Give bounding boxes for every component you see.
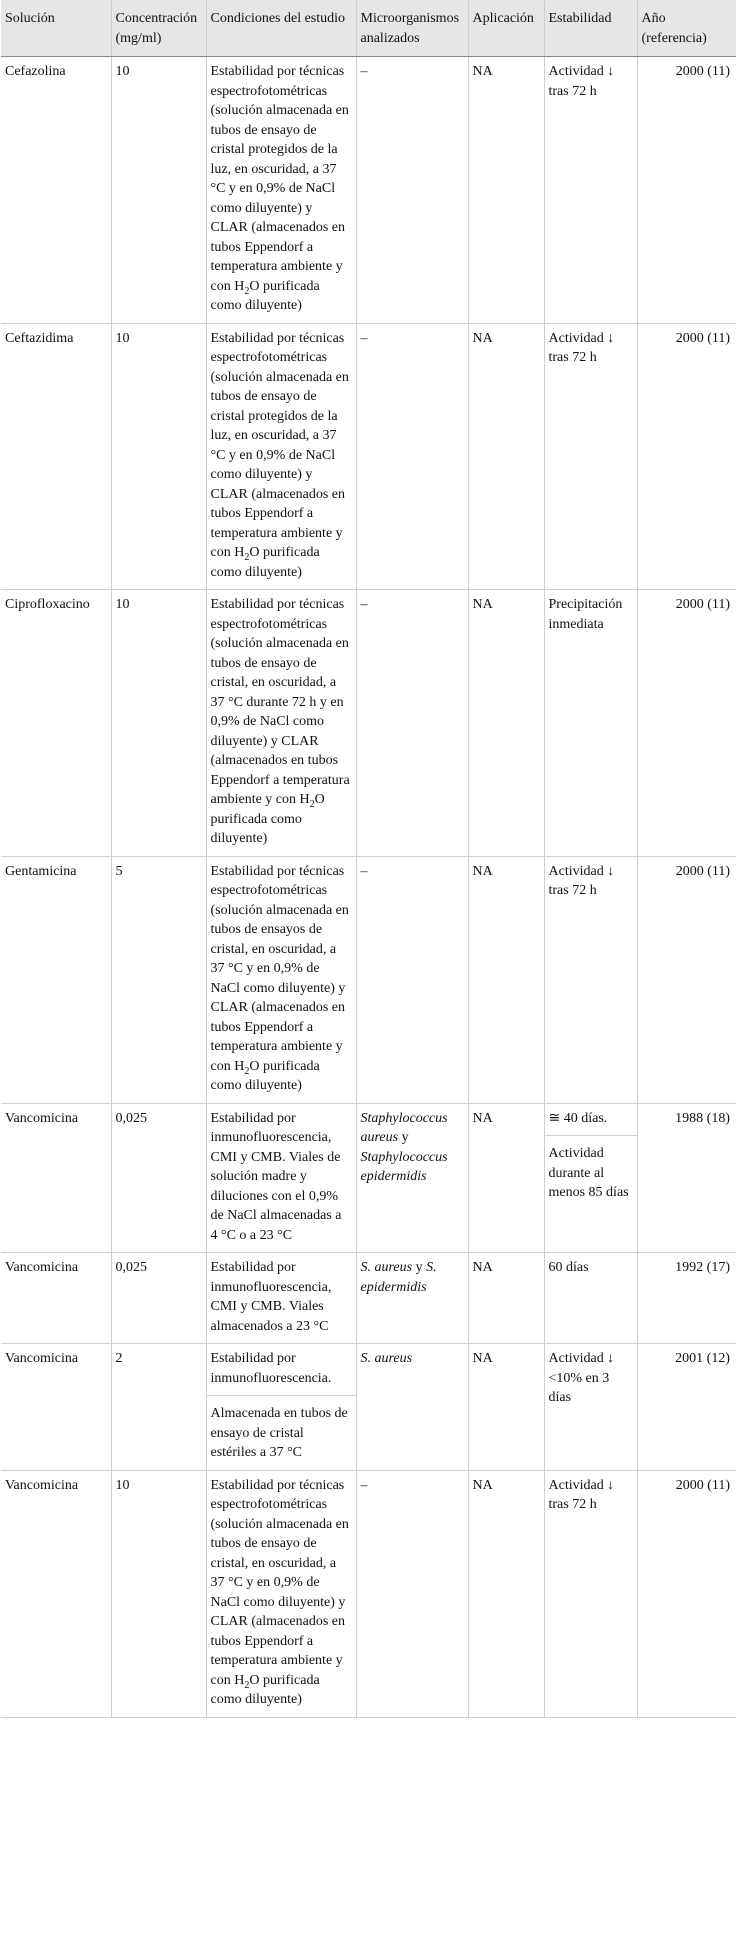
cond-text-end: O purificada como diluyente)	[210, 1058, 320, 1093]
cell-estabilidad: Actividad ↓ tras 72 h	[544, 856, 637, 1103]
cell-anio: 2000 (11)	[637, 323, 736, 590]
cell-microorganismos	[356, 1344, 468, 1471]
cell-condiciones	[206, 856, 356, 1103]
cell-concentracion: 10	[111, 1470, 206, 1717]
table-row	[1, 856, 736, 1103]
cell-concentracion: 10	[111, 590, 206, 857]
cell-solucion: Gentamicina	[1, 856, 111, 1103]
cell-estabilidad	[544, 1103, 637, 1253]
cell-condiciones	[206, 1344, 356, 1471]
header-aplicacion: Aplicación	[468, 0, 544, 57]
species-connector: y	[412, 1260, 427, 1275]
cell-solucion: Cefazolina	[1, 57, 111, 324]
cell-aplicacion: NA	[468, 1103, 544, 1253]
cell-microorganismos: –	[356, 1470, 468, 1717]
cell-aplicacion: NA	[468, 856, 544, 1103]
table-row	[1, 1344, 736, 1471]
cell-concentracion: 2	[111, 1344, 206, 1471]
stability-table	[1, 0, 736, 1718]
cell-condiciones: Estabilidad por inmunofluorescencia, CMI y CMB. Viales almacenados a 23 °C	[206, 1253, 356, 1344]
cell-concentracion: 0,025	[111, 1103, 206, 1253]
cell-concentracion: 5	[111, 856, 206, 1103]
subscript: 2	[244, 1679, 250, 1691]
subscript: 2	[244, 551, 250, 563]
species-name: S. aureus	[360, 1351, 413, 1366]
species-name: Staphylococcus aureus	[360, 1110, 448, 1145]
table-row	[1, 323, 736, 590]
cell-condiciones	[206, 57, 356, 324]
header-estabilidad: Estabilidad	[544, 0, 637, 57]
cond-text-end: O purificada como diluyente)	[210, 545, 320, 580]
header-anio: Año (referencia)	[637, 0, 736, 57]
cell-anio: 2000 (11)	[637, 590, 736, 857]
header-microorganismos: Microorganismos analizados	[356, 0, 468, 57]
cell-anio: 2001 (12)	[637, 1344, 736, 1471]
cell-anio: 1988 (18)	[637, 1103, 736, 1253]
cell-aplicacion: NA	[468, 57, 544, 324]
cell-aplicacion: NA	[468, 590, 544, 857]
cond-part-2: Almacenada en tubos de ensayo de cristal estériles a 37 °C	[207, 1395, 356, 1463]
header-solucion: Solución	[1, 0, 111, 57]
header-condiciones: Condiciones del estudio	[206, 0, 356, 57]
estab-part-2: Actividad durante al menos 85 días	[545, 1135, 637, 1203]
cell-anio: 1992 (17)	[637, 1253, 736, 1344]
table-row	[1, 1253, 736, 1344]
cell-solucion: Ciprofloxacino	[1, 590, 111, 857]
cond-text: Estabilidad por técnicas espectrofotométricas (solución almacenada en tubos de ensayo de cristal, en oscuridad, a 37 °C y en 0,9% de NaCl como diluyente) y CLAR (almacenados en tubos Eppendorf a temperatura ambiente y con H	[210, 1477, 349, 1688]
cell-aplicacion: NA	[468, 1253, 544, 1344]
cell-solucion: Vancomicina	[1, 1344, 111, 1471]
cell-microorganismos: –	[356, 57, 468, 324]
cond-text: Estabilidad por técnicas espectrofotométricas (solución almacenada en tubos de ensayos de cristal, en oscuridad, a 37 °C y en 0,9% de NaCl como diluyente) y CLAR (almacenados en tubos Eppendorf a temperatura ambiente y con H	[210, 863, 349, 1074]
table-header-row	[1, 0, 736, 57]
header-concentracion: Concentración (mg/ml)	[111, 0, 206, 57]
cell-aplicacion: NA	[468, 323, 544, 590]
cell-microorganismos: –	[356, 856, 468, 1103]
cell-microorganismos: –	[356, 323, 468, 590]
cell-aplicacion: NA	[468, 1470, 544, 1717]
cell-anio: 2000 (11)	[637, 1470, 736, 1717]
cond-text: Estabilidad por técnicas espectrofotométricas (solución almacenada en tubos de ensayo de cristal protegidos de la luz, en oscuridad, a 37 °C y en 0,9% de NaCl como diluyente) y CLAR (almacenados en tubos Eppendorf a temperatura ambiente y con H	[210, 330, 349, 560]
table-row	[1, 590, 736, 857]
cond-text: Estabilidad por técnicas espectrofotométricas (solución almacenada en tubos de ensayo de cristal protegidos de la luz, en oscuridad, a 37 °C y en 0,9% de NaCl como diluyente) y CLAR (almacenados en tubos Eppendorf a temperatura ambiente y con H	[210, 64, 349, 294]
cell-estabilidad: Actividad ↓ tras 72 h	[544, 57, 637, 324]
species-name: Staphylococcus epidermidis	[360, 1149, 448, 1184]
cell-anio: 2000 (11)	[637, 856, 736, 1103]
species-connector: y	[398, 1130, 409, 1145]
cond-part-1: Estabilidad por inmunofluorescencia.	[210, 1351, 332, 1386]
cond-text: Estabilidad por técnicas espectrofotométricas (solución almacenada en tubos de ensayo de cristal, en oscuridad, a 37 °C durante 72 h y en 0,9% de NaCl como diluyente) y CLAR (almacenados en tubos Eppendorf a temperatura ambiente y con H	[210, 597, 350, 807]
table-row	[1, 1470, 736, 1717]
cell-concentracion: 10	[111, 57, 206, 324]
cell-condiciones: Estabilidad por inmunofluorescencia, CMI y CMB. Viales de solución madre y diluciones con el 0,9% de NaCl almacenadas a 4 °C o a 23 °C	[206, 1103, 356, 1253]
cell-solucion: Vancomicina	[1, 1253, 111, 1344]
cell-solucion: Vancomicina	[1, 1103, 111, 1253]
cell-microorganismos	[356, 1103, 468, 1253]
subscript: 2	[309, 798, 315, 810]
cond-text-end: O purificada como diluyente)	[210, 278, 320, 313]
cell-microorganismos: –	[356, 590, 468, 857]
cell-estabilidad: Actividad ↓ tras 72 h	[544, 323, 637, 590]
cell-condiciones	[206, 1470, 356, 1717]
cell-anio: 2000 (11)	[637, 57, 736, 324]
estab-part-1: ≅ 40 días.	[548, 1110, 608, 1126]
cell-condiciones	[206, 590, 356, 857]
table-row	[1, 57, 736, 324]
subscript: 2	[244, 1065, 250, 1077]
cell-estabilidad: Actividad ↓ <10% en 3 días	[544, 1344, 637, 1471]
species-name: S. epidermidis	[360, 1260, 437, 1295]
cell-estabilidad: Precipitación inmediata	[544, 590, 637, 857]
cell-aplicacion: NA	[468, 1344, 544, 1471]
cell-estabilidad: 60 días	[544, 1253, 637, 1344]
cell-condiciones	[206, 323, 356, 590]
table-row	[1, 1103, 736, 1253]
cell-solucion: Vancomicina	[1, 1470, 111, 1717]
cond-text-end: O purificada como diluyente)	[210, 1672, 320, 1707]
cell-concentracion: 10	[111, 323, 206, 590]
species-name: S. aureus	[360, 1260, 413, 1275]
cell-estabilidad: Actividad ↓ tras 72 h	[544, 1470, 637, 1717]
subscript: 2	[244, 285, 250, 297]
cell-microorganismos	[356, 1253, 468, 1344]
cell-solucion: Ceftazidima	[1, 323, 111, 590]
cell-concentracion: 0,025	[111, 1253, 206, 1344]
cond-text-end: O purificada como diluyente)	[210, 792, 325, 846]
